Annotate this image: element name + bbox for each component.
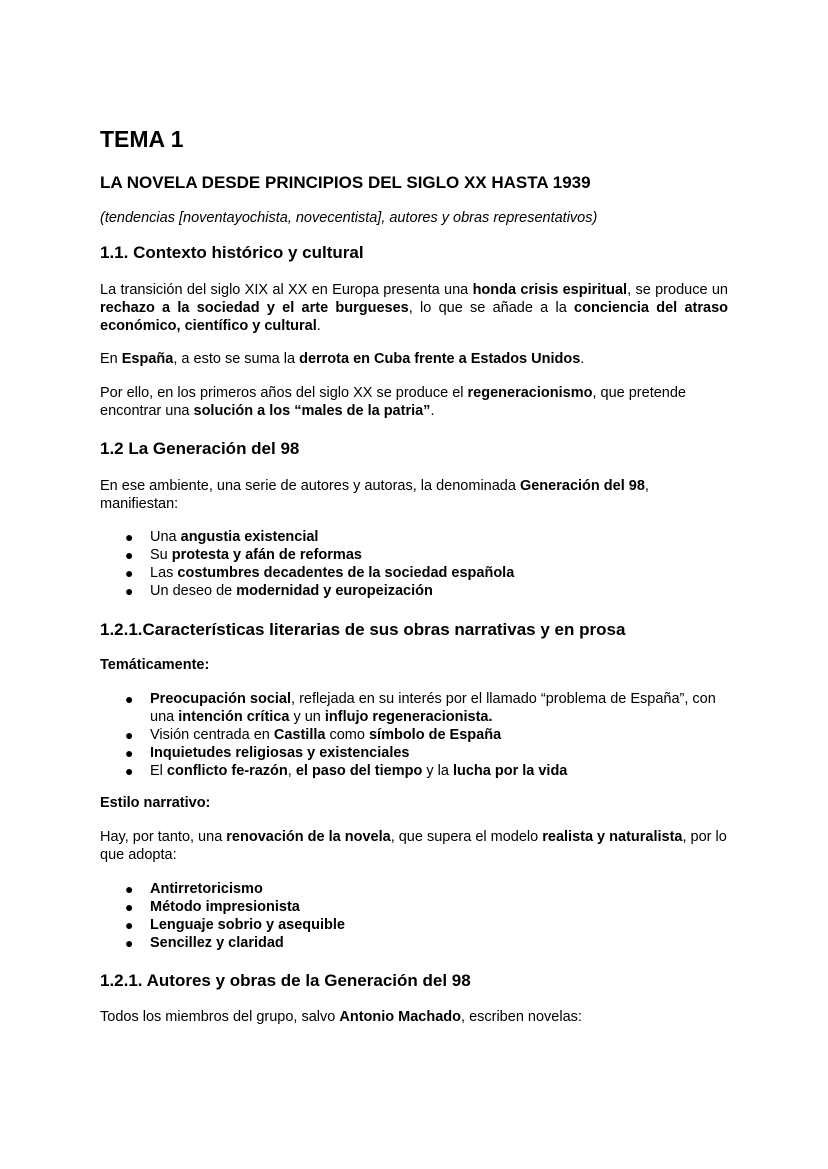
list-item: ● Lenguaje sobrio y asequible (125, 917, 345, 933)
tematicamente-list (100, 690, 728, 780)
list-item: ● El conflicto fe-razón, el paso del tiempo y la lucha por la vida (125, 763, 568, 779)
list-item: ● Una angustia existencial (125, 529, 319, 545)
section-heading-1-1: 1.1. Contexto histórico y cultural (100, 243, 364, 262)
label-tematicamente: Temáticamente: (100, 657, 210, 673)
section-heading-1-2-1-autores: 1.2.1. Autores y obras de la Generación del 98 (100, 971, 471, 990)
bullet-icon: ● (125, 935, 134, 951)
list-item: ● Sencillez y claridad (125, 935, 284, 951)
paragraph-generacion-intro: En ese ambiente, una serie de autores y autoras, la denominada Generación del 98, manifiestan: (100, 478, 649, 512)
paragraph-context-1: La transición del siglo XIX al XX en Europa presenta una honda crisis espiritual, se produce un rechazo a la sociedad y el arte burgueses, lo que se añade a la conciencia del atraso económico, científico y cultural. (100, 282, 728, 334)
paragraph-context-2: En España, a esto se suma la derrota en Cuba frente a Estados Unidos. (100, 351, 585, 367)
bullet-icon: ● (125, 691, 134, 707)
bullet-icon: ● (125, 763, 134, 779)
document-subtitle: LA NOVELA DESDE PRINCIPIOS DEL SIGLO XX HASTA 1939 (100, 173, 591, 192)
generacion-list (100, 528, 728, 600)
list-item: ● Visión centrada en Castilla como símbolo de España (125, 727, 502, 743)
bullet-icon: ● (125, 899, 134, 915)
paragraph-estilo: Hay, por tanto, una renovación de la novela, que supera el modelo realista y naturalista, por lo que adopta: (100, 829, 727, 863)
bullet-icon: ● (125, 745, 134, 761)
bullet-icon: ● (125, 529, 134, 545)
document-title: TEMA 1 (100, 126, 184, 152)
section-heading-1-2: 1.2 La Generación del 98 (100, 439, 300, 458)
bullet-icon: ● (125, 881, 134, 897)
bullet-icon: ● (125, 583, 134, 599)
bullet-icon: ● (125, 727, 134, 743)
paragraph-context-3: Por ello, en los primeros años del siglo XX se produce el regeneracionismo, que pretende encontrar una solución a los “males de la patria”. (100, 385, 686, 419)
paragraph-autores: Todos los miembros del grupo, salvo Antonio Machado, escriben novelas: (100, 1009, 582, 1025)
estilo-list (100, 880, 728, 952)
list-item: ● Inquietudes religiosas y existenciales (125, 745, 410, 761)
list-item: ● Antirretoricismo (125, 881, 263, 897)
list-item: ● Las costumbres decadentes de la sociedad española (125, 565, 515, 581)
subtitle-note: (tendencias [noventayochista, novecentista], autores y obras representativos) (100, 210, 598, 226)
list-item: ● Un deseo de modernidad y europeización (125, 583, 433, 599)
bullet-icon: ● (125, 917, 134, 933)
list-item: ● Su protesta y afán de reformas (125, 547, 362, 563)
bullet-icon: ● (125, 565, 134, 581)
label-estilo-narrativo: Estilo narrativo: (100, 795, 211, 811)
list-item: ● Preocupación social, reflejada en su interés por el llamado “problema de España”, con una intención crítica y un influjo regeneracionista. (125, 691, 716, 725)
bullet-icon: ● (125, 547, 134, 563)
section-heading-1-2-1-caracteristicas: 1.2.1.Características literarias de sus obras narrativas y en prosa (100, 620, 626, 639)
list-item: ● Método impresionista (125, 899, 300, 915)
